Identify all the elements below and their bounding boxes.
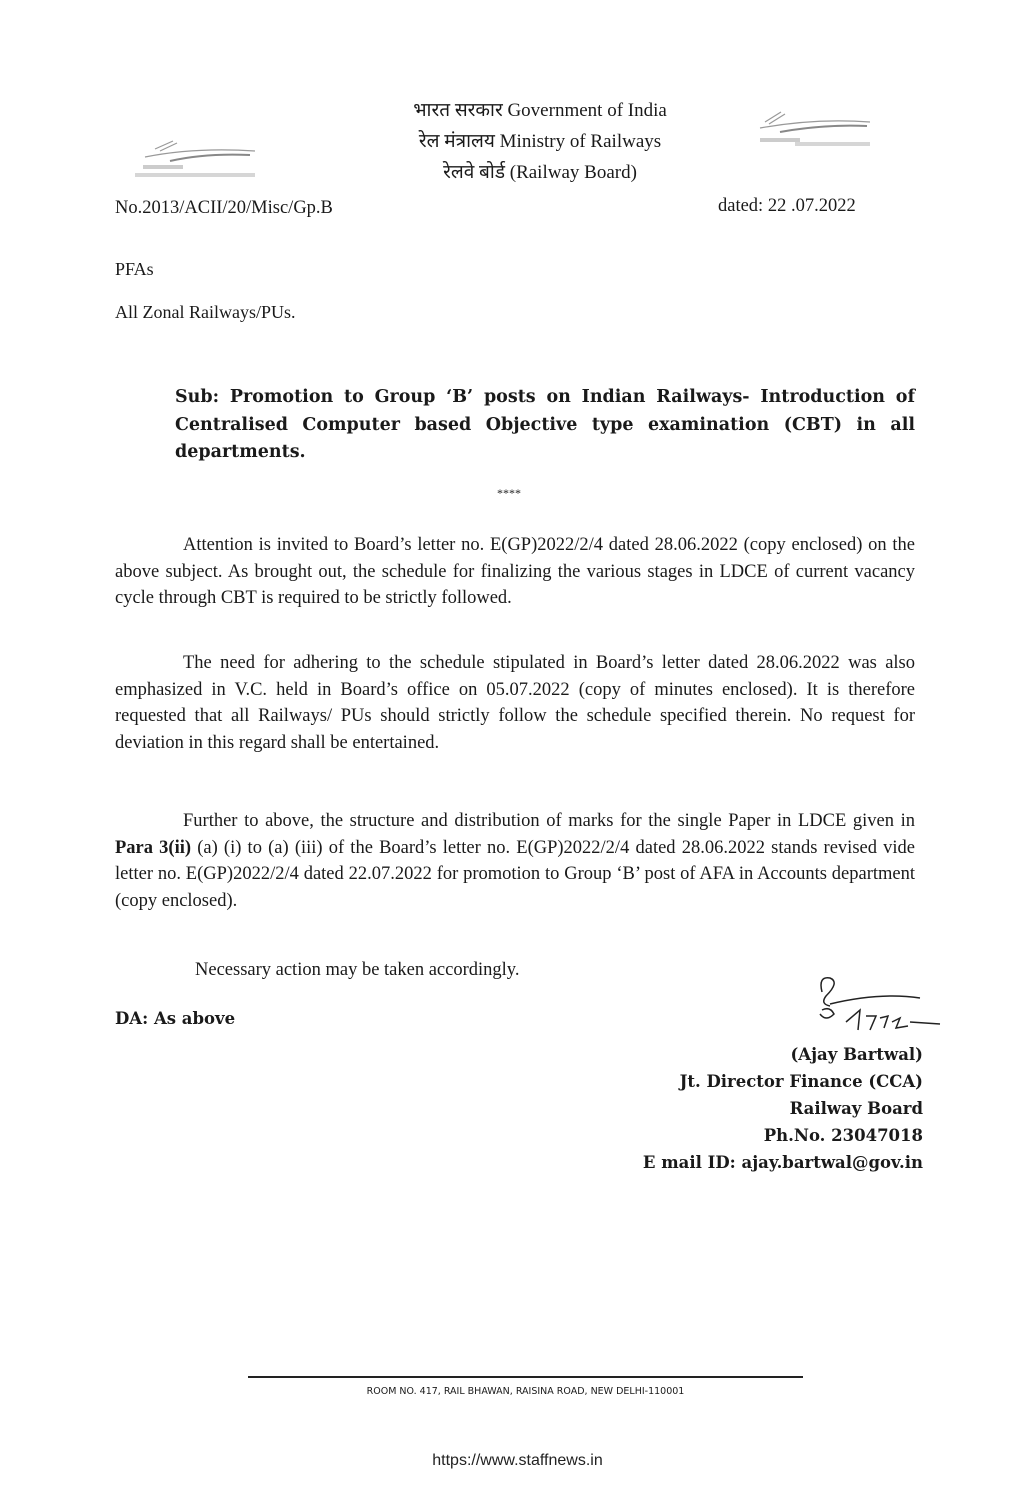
enclosure-note: DA: As above — [115, 1009, 236, 1028]
closing-line: Necessary action may be taken accordingly. — [195, 960, 520, 980]
railway-logo-left — [115, 135, 265, 185]
railway-logo-right — [755, 108, 885, 153]
reference-number: No.2013/ACII/20/Misc/Gp.B — [115, 198, 333, 218]
paragraph-2 — [115, 650, 915, 756]
signatory-designation: Jt. Director Finance (CCA) — [679, 1072, 923, 1091]
paragraph-3-text-b: (a) (i) to (a) (iii) of the Board’s letter no. E(GP)2022/2/4 dated 28.06.2022 stands revised vide letter no. E(GP)2022/2/4 dated 22.07.2022 for promotion to Group ‘B’ post of AFA in Accounts department (copy enclosed). — [115, 837, 916, 911]
paragraph-3-text-a: Further to above, the structure and distribution of marks for the single Paper in LDCE given in — [183, 811, 915, 831]
signatory-email: E mail ID: ajay.bartwal@gov.in — [642, 1153, 923, 1172]
letterhead-government: भारत सरकार Government of India — [413, 100, 667, 121]
paragraph-3 — [115, 808, 915, 914]
signature-block — [643, 1041, 923, 1176]
signature — [800, 970, 945, 1040]
paragraph-3-bold: Para 3(ii) — [115, 837, 192, 858]
subject: Sub: Promotion to Group ‘B’ posts on Indian Railways- Introduction of Centralised Computer based Objective type examination (CBT) in all departments. — [175, 387, 915, 462]
paragraph-2-text: The need for adhering to the schedule stipulated in Board’s letter dated 28.06.2022 was also emphasized in V.C. held in Board’s office on 05.07.2022 (copy of minutes enclosed). It is therefore requested that all Railways/ PUs should strictly follow the schedule specified therein. No request for deviation in this regard shall be entertained. — [115, 653, 915, 753]
addressee-zonal: All Zonal Railways/PUs. — [115, 302, 296, 322]
signatory-name: (Ajay Bartwal) — [790, 1045, 923, 1064]
letterhead-board: रेलवे बोर्ड (Railway Board) — [443, 162, 637, 183]
source-url[interactable]: https://www.staffnews.in — [432, 1452, 603, 1469]
footer-address: ROOM NO. 417, RAIL BHAWAN, RAISINA ROAD, NEW DELHI-110001 — [248, 1376, 803, 1397]
letter-date: dated: 22 .07.2022 — [718, 196, 856, 216]
addressee-pfas: PFAs — [115, 259, 154, 279]
signatory-office: Railway Board — [789, 1099, 923, 1118]
letterhead-ministry: रेल मंत्रालय Ministry of Railways — [418, 131, 662, 152]
paragraph-1-text: Attention is invited to Board’s letter no. E(GP)2022/2/4 dated 28.06.2022 (copy enclosed) on the above subject. As brought out, the schedule for finalizing the various stages in LDCE of current vacancy cycle through CBT is required to be strictly followed. — [115, 535, 915, 608]
letterhead — [330, 95, 750, 188]
paragraph-1 — [115, 532, 915, 612]
separator: **** — [497, 486, 521, 500]
signatory-phone: Ph.No. 23047018 — [763, 1126, 923, 1145]
